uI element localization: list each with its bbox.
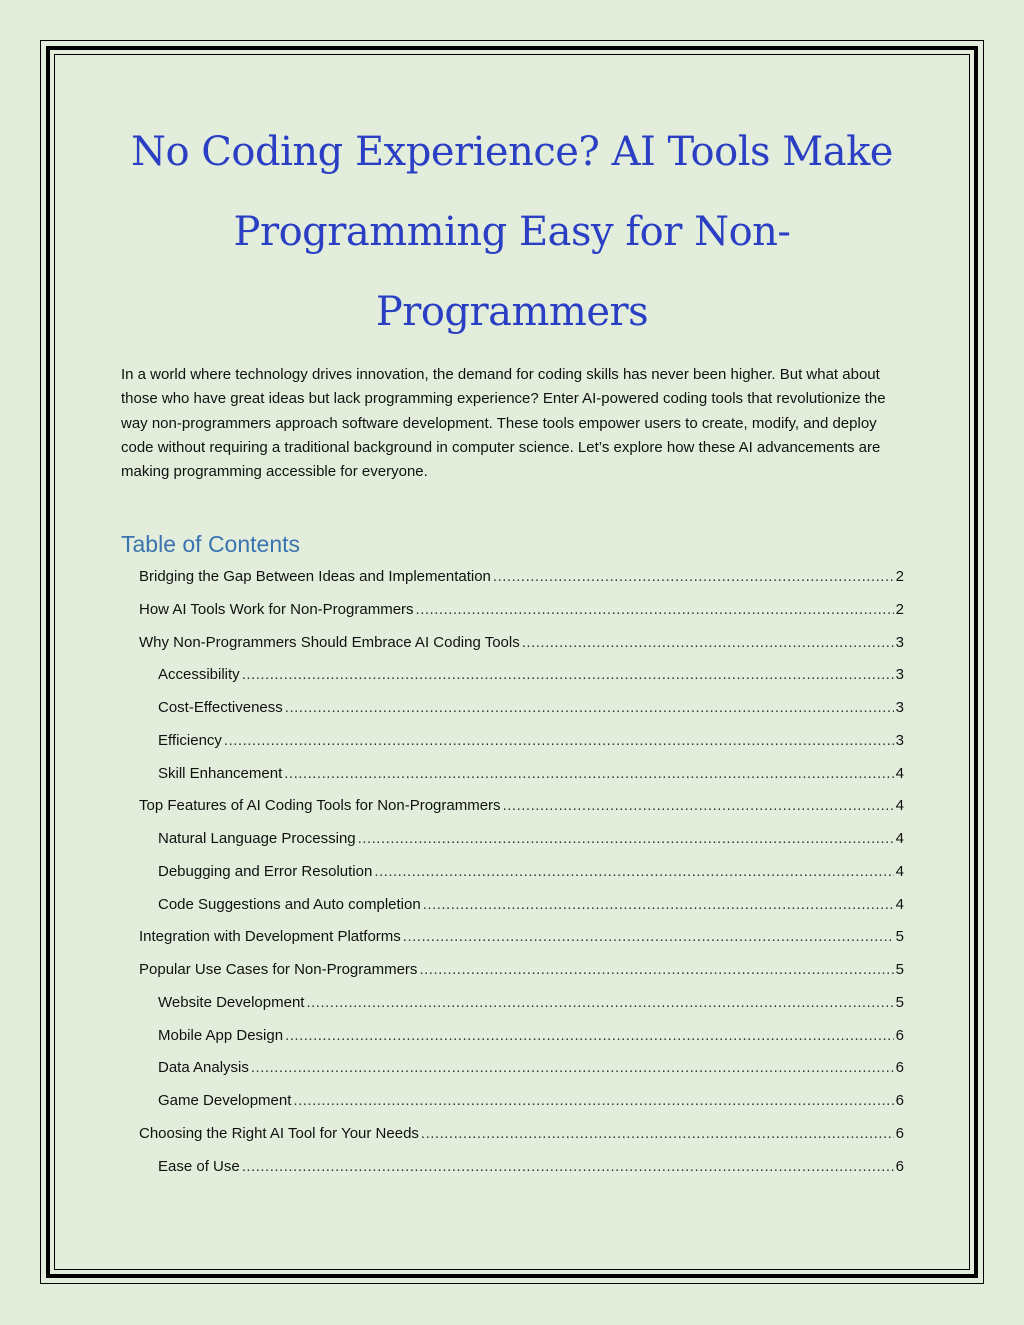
toc-entry-label: Popular Use Cases for Non-Programmers xyxy=(139,961,418,978)
toc-entry-page-number: 2 xyxy=(895,568,904,585)
toc-dot-leader xyxy=(224,725,894,758)
document-title: No Coding Experience? AI Tools Make Programming Easy for Non-Programmers xyxy=(131,129,893,335)
toc-entry-label: Accessibility xyxy=(158,666,240,684)
toc-dot-leader xyxy=(306,987,893,1020)
toc-dot-leader xyxy=(285,692,894,725)
toc-entry-label: Website Development xyxy=(158,993,305,1011)
toc-entry-label: Debugging and Error Resolution xyxy=(158,862,373,880)
toc-entry-label: Data Analysis xyxy=(158,1059,249,1077)
toc-dot-leader xyxy=(251,1052,894,1085)
toc-dot-leader xyxy=(419,954,893,987)
toc-entry-label: Cost-Effectiveness xyxy=(158,699,283,716)
toc-entry[interactable] xyxy=(139,594,904,627)
toc-entry[interactable] xyxy=(139,954,904,987)
toc-dot-leader xyxy=(416,594,894,627)
toc-entry[interactable] xyxy=(139,692,904,725)
toc-entry[interactable] xyxy=(139,1118,904,1151)
toc-dot-leader xyxy=(285,1020,894,1053)
toc-entry-page-number: 3 xyxy=(895,633,904,651)
toc-dot-leader xyxy=(493,561,894,594)
toc-dot-leader xyxy=(358,823,894,856)
toc-entry[interactable] xyxy=(139,627,904,660)
toc-dot-leader xyxy=(423,889,894,922)
toc-entry-label: Code Suggestions and Auto completion xyxy=(158,895,421,913)
toc-entry-label: Natural Language Processing xyxy=(158,830,356,847)
toc-entry[interactable] xyxy=(139,758,904,791)
toc-entry-label: Why Non-Programmers Should Embrace AI Coding Tools xyxy=(139,633,520,651)
toc-entry[interactable] xyxy=(139,987,904,1020)
toc-entry[interactable] xyxy=(139,561,904,594)
toc-entry-page-number: 3 xyxy=(895,666,904,684)
toc-dot-leader xyxy=(421,1118,894,1151)
toc-entry[interactable] xyxy=(139,921,904,954)
toc-entry[interactable] xyxy=(139,856,904,889)
toc-entry[interactable] xyxy=(139,1020,904,1053)
toc-dot-leader xyxy=(522,627,894,660)
toc-entry-page-number: 4 xyxy=(895,797,904,815)
toc-entry-label: Ease of Use xyxy=(158,1157,240,1175)
toc-entry-label: How AI Tools Work for Non-Programmers xyxy=(139,600,414,618)
toc-entry[interactable] xyxy=(139,659,904,692)
toc-entry-page-number: 5 xyxy=(895,928,904,946)
toc-dot-leader xyxy=(374,856,893,889)
toc-entry-page-number: 6 xyxy=(895,1124,904,1142)
toc-entry-page-number: 4 xyxy=(895,830,904,847)
toc-entry[interactable] xyxy=(139,725,904,758)
toc-entry-page-number: 6 xyxy=(895,1059,904,1077)
toc-entry[interactable] xyxy=(139,1052,904,1085)
toc-dot-leader xyxy=(503,790,894,823)
toc-entry[interactable] xyxy=(139,1151,904,1184)
toc-entry-page-number: 4 xyxy=(895,862,904,880)
toc-entry[interactable] xyxy=(139,889,904,922)
toc-dot-leader xyxy=(284,758,893,791)
toc-dot-leader xyxy=(403,921,894,954)
toc-entry-page-number: 4 xyxy=(895,895,904,913)
toc-entry-label: Game Development xyxy=(158,1092,292,1109)
toc-entry-page-number: 6 xyxy=(895,1092,904,1109)
toc-entry-page-number: 3 xyxy=(895,731,904,749)
toc-dot-leader xyxy=(293,1085,893,1118)
toc-entry-page-number: 4 xyxy=(895,764,904,782)
toc-entry-label: Mobile App Design xyxy=(158,1026,284,1044)
toc-dot-leader xyxy=(242,1151,894,1184)
toc-entry-label: Efficiency xyxy=(158,731,222,749)
toc-entry-label: Top Features of AI Coding Tools for Non-Programmers xyxy=(139,797,501,815)
toc-entry-page-number: 3 xyxy=(895,699,904,716)
toc-entry-label: Bridging the Gap Between Ideas and Implementation xyxy=(139,568,491,585)
toc-entry-page-number: 6 xyxy=(895,1026,904,1044)
toc-entry-page-number: 5 xyxy=(895,961,904,978)
toc-entry-label: Skill Enhancement xyxy=(158,764,283,782)
toc-entry-page-number: 2 xyxy=(895,600,904,618)
intro-paragraph: In a world where technology drives innovation, the demand for coding skills has never been higher. But what about those who have great ideas but lack programming experience? Enter AI-powered coding tools that revolutionize the way non-programmers approach software development. These tools empower users to create, modify, and deploy code without requiring a traditional background in computer science. Let’s explore how these AI advancements are making programming accessible for everyone. xyxy=(121,366,886,481)
toc-entry-page-number: 5 xyxy=(895,993,904,1011)
toc-entry[interactable] xyxy=(139,1085,904,1118)
toc-entry-label: Choosing the Right AI Tool for Your Needs xyxy=(139,1124,419,1142)
toc-entry-label: Integration with Development Platforms xyxy=(139,928,401,946)
toc-entry[interactable] xyxy=(139,790,904,823)
toc-heading: Table of Contents xyxy=(121,531,301,557)
toc-entry-page-number: 6 xyxy=(895,1157,904,1175)
toc-entry[interactable] xyxy=(139,823,904,856)
table-of-contents xyxy=(139,561,904,1183)
toc-dot-leader xyxy=(242,659,894,692)
